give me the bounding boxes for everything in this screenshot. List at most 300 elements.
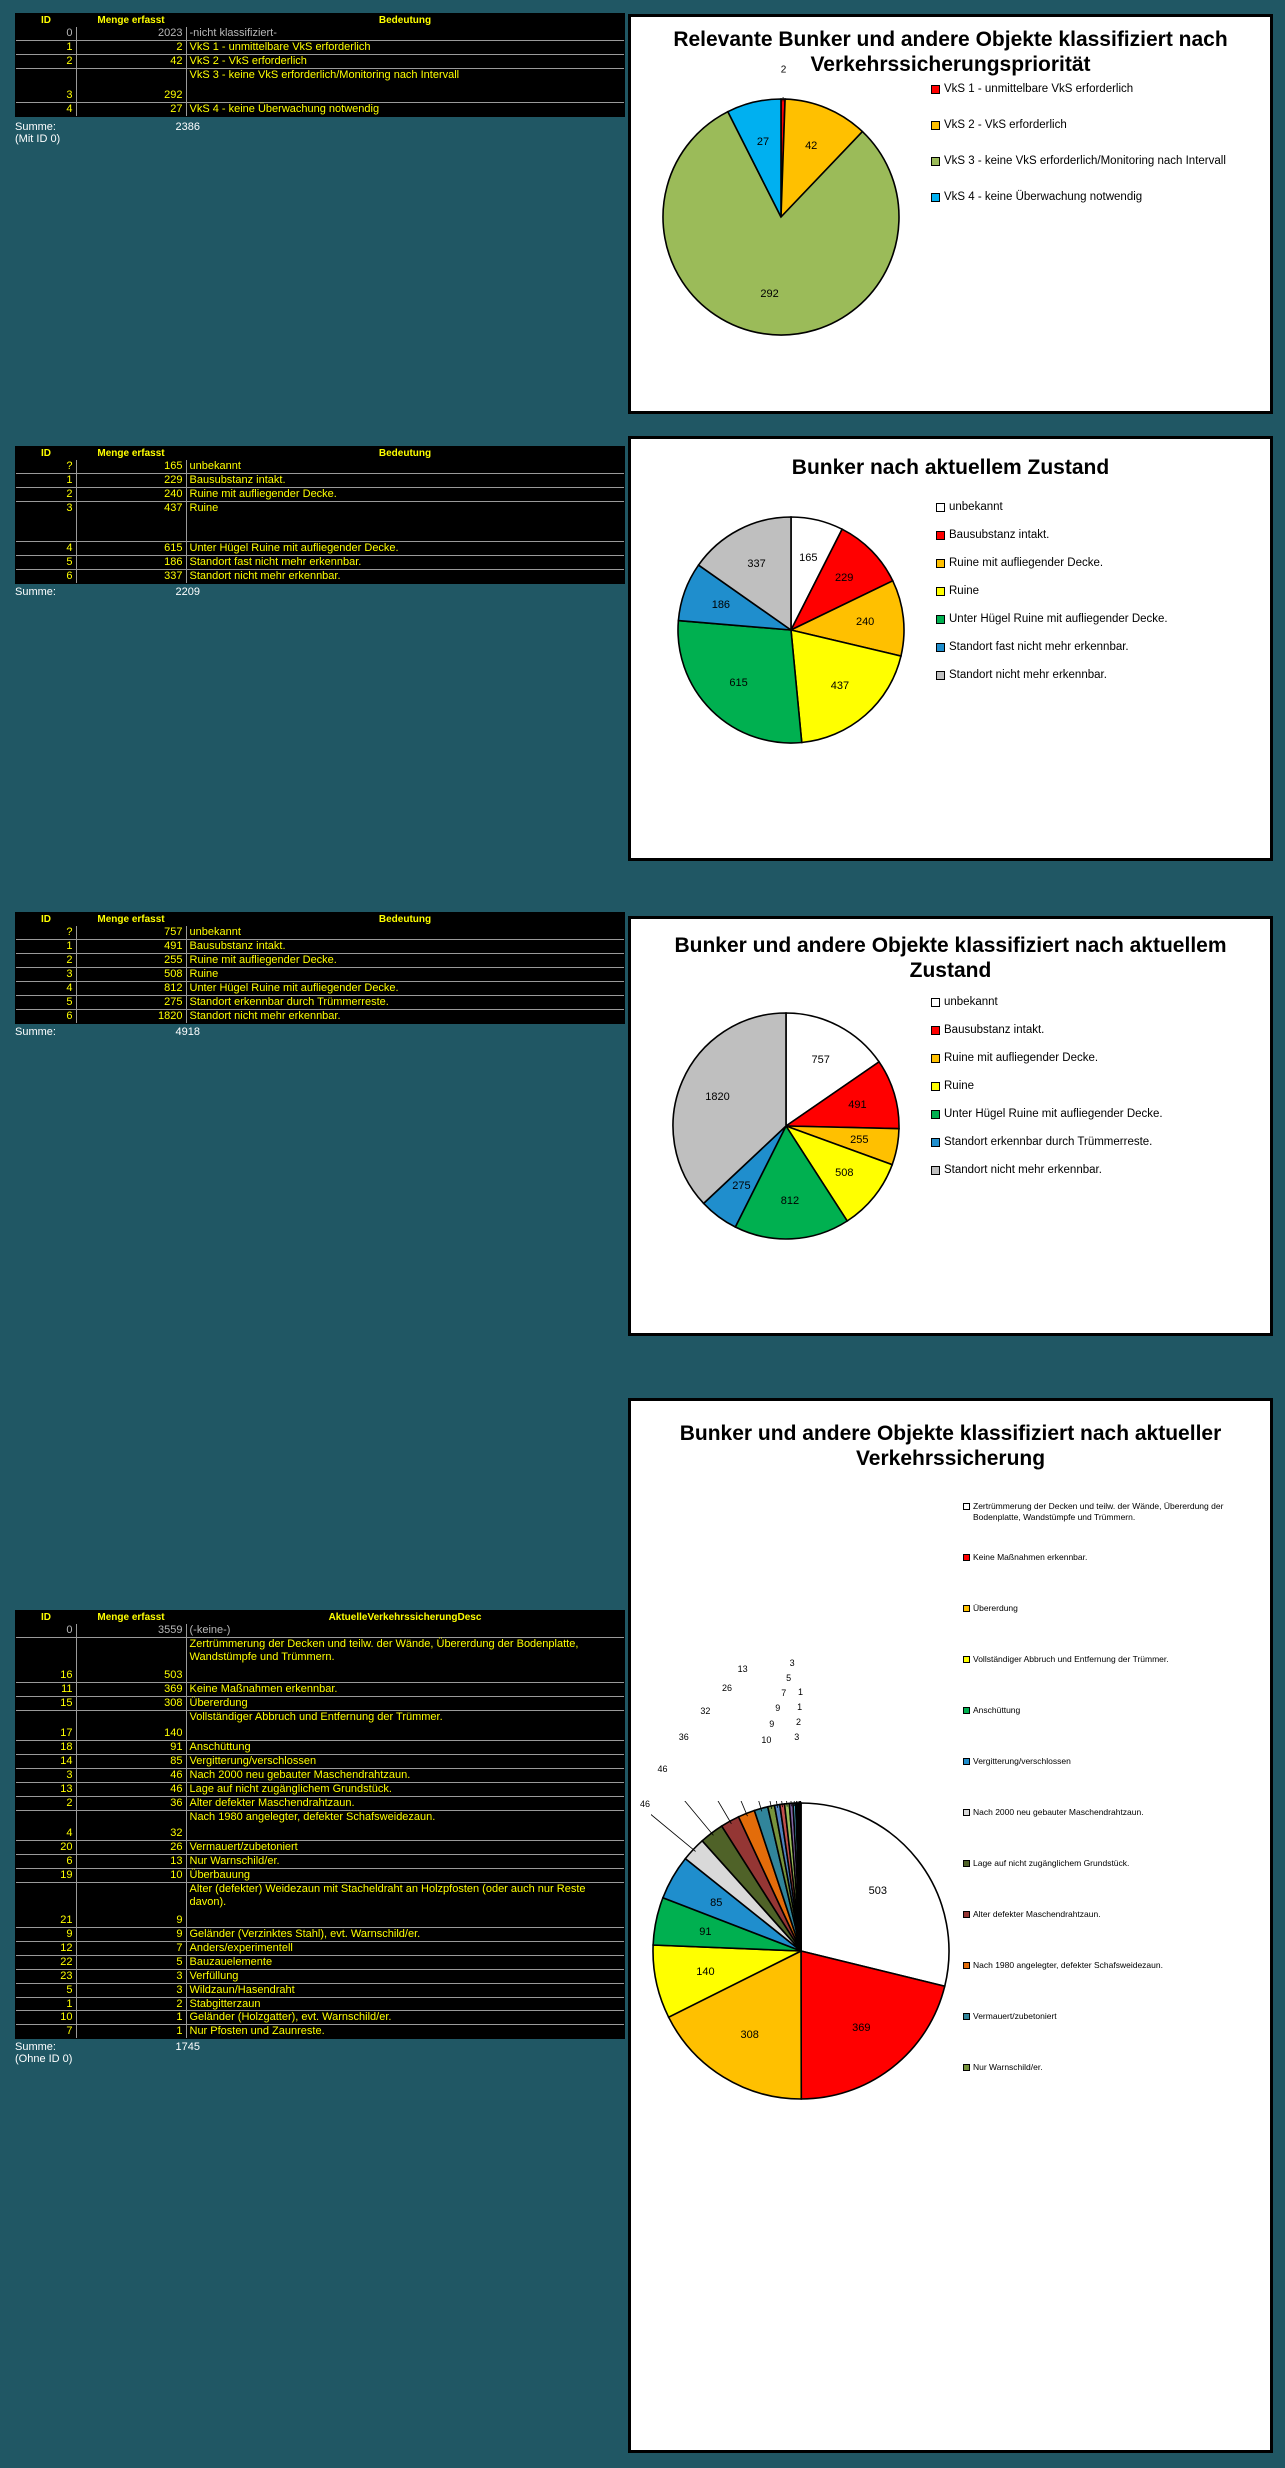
- legend-item[interactable]: [963, 1756, 1263, 1805]
- pie-slice-label: 186: [711, 598, 731, 611]
- pie-slice-label: 491: [848, 1099, 867, 1112]
- legend-item[interactable]: [931, 190, 1261, 224]
- cell-desc: (-keine-): [186, 1624, 624, 1637]
- legend-swatch-icon: [936, 559, 945, 568]
- leader-line: [705, 1801, 747, 1816]
- legend-label: Nach 1980 angelegter, defekter Schafsweidezaun.: [973, 1960, 1163, 1971]
- cell-desc: Geländer (Holzgatter), evt. Warnschild/er.: [186, 2011, 624, 2025]
- cell-id: 21: [16, 1882, 76, 1927]
- cell-id: 6: [16, 1009, 76, 1022]
- cell-qty: 615: [76, 541, 186, 555]
- chart-legend-3: [931, 995, 1256, 1191]
- legend-swatch-icon: [963, 1911, 970, 1918]
- table-summary-3: [15, 1026, 625, 1038]
- cell-desc: Überbauung: [186, 1868, 624, 1882]
- summary-label: Summe:: [15, 120, 56, 133]
- cell-desc: Zertrümmerung der Decken und teilw. der Wände, Übererdung der Bodenplatte, Wandstümpfe und Trümmern.: [186, 1637, 624, 1682]
- pie-slice: [800, 1803, 801, 1951]
- cell-qty: 337: [76, 569, 186, 582]
- legend-swatch-icon: [936, 531, 945, 540]
- legend-swatch-icon: [931, 1166, 940, 1175]
- legend-swatch-icon: [963, 1809, 970, 1816]
- cell-desc: -nicht klassifiziert-: [186, 27, 624, 40]
- cell-id: 1: [16, 1997, 76, 2011]
- table-row: [16, 40, 624, 54]
- legend-swatch-icon: [963, 1554, 970, 1561]
- pie-slice-label: 308: [740, 2028, 759, 2041]
- cell-qty: 140: [76, 1710, 186, 1740]
- chart-panel-aktuelle-vks: [628, 1398, 1273, 2453]
- col-header-id: ID: [16, 14, 76, 27]
- table-row: [16, 54, 624, 68]
- legend-label: unbekannt: [944, 996, 998, 1009]
- table-row: [16, 953, 624, 967]
- summary-label: Summe:: [15, 1025, 56, 1038]
- cell-desc: Übererdung: [186, 1696, 624, 1710]
- cell-id: 3: [16, 68, 76, 102]
- cell-qty: 240: [76, 487, 186, 501]
- table-summary-note-4: (Ohne ID 0): [15, 2053, 73, 2066]
- summary-value: 2209: [175, 585, 200, 598]
- cell-id: 2: [16, 953, 76, 967]
- legend-label: Ruine mit aufliegender Decke.: [944, 1052, 1099, 1065]
- legend-swatch-icon: [963, 1962, 970, 1969]
- legend-label: Übererdung: [973, 1603, 1018, 1614]
- legend-swatch-icon: [936, 503, 945, 512]
- table-row: [16, 1997, 624, 2011]
- cell-desc: Standort nicht mehr erkennbar.: [186, 569, 624, 582]
- col-header-desc: Bedeutung: [186, 14, 624, 27]
- table-row: [16, 2025, 624, 2038]
- cell-desc: Lage auf nicht zugänglichem Grundstück.: [186, 1782, 624, 1796]
- table-row: [16, 473, 624, 487]
- legend-item[interactable]: [936, 556, 1256, 582]
- cell-qty: 3: [76, 1969, 186, 1983]
- table-row: [16, 1854, 624, 1868]
- legend-label: Nur Warnschild/er.: [973, 2062, 1043, 2073]
- pie-slice-label: 229: [835, 571, 854, 584]
- legend-label: Standort nicht mehr erkennbar.: [949, 669, 1107, 682]
- cell-desc: Ruine mit aufliegender Decke.: [186, 487, 624, 501]
- summary-value: 1745: [175, 2041, 200, 2054]
- cell-desc: Keine Maßnahmen erkennbar.: [186, 1682, 624, 1696]
- legend-label: Ruine: [944, 1080, 975, 1093]
- cell-desc: Ruine mit aufliegender Decke.: [186, 953, 624, 967]
- legend-item[interactable]: [963, 2011, 1263, 2060]
- table-row: [16, 1696, 624, 1710]
- cell-id: 19: [16, 1868, 76, 1882]
- cell-id: 12: [16, 1941, 76, 1955]
- legend-label: VkS 2 - VkS erforderlich: [944, 119, 1067, 132]
- chart-legend-1: [931, 82, 1261, 226]
- cell-desc: Alter defekter Maschendrahtzaun.: [186, 1796, 624, 1810]
- cell-qty: 3: [76, 1983, 186, 1997]
- legend-swatch-icon: [936, 615, 945, 624]
- cell-id: 5: [16, 555, 76, 569]
- cell-id: 0: [16, 1624, 76, 1637]
- chart-legend-4: [963, 1501, 1263, 2113]
- legend-label: Bausubstanz intakt.: [944, 1024, 1045, 1037]
- legend-item[interactable]: [963, 1909, 1263, 1958]
- cell-qty: 91: [76, 1740, 186, 1754]
- pie-slice-label: 9: [769, 1718, 775, 1729]
- table-container-2: [15, 446, 625, 584]
- legend-item[interactable]: [931, 154, 1261, 188]
- legend-label: Ruine mit aufliegender Decke.: [949, 557, 1104, 570]
- pie-slice-label: 812: [780, 1194, 800, 1207]
- pie-slice-label: 140: [696, 1965, 715, 1978]
- table-header-row: [16, 14, 624, 27]
- legend-swatch-icon: [936, 587, 945, 596]
- cell-qty: 85: [76, 1754, 186, 1768]
- legend-label: Unter Hügel Ruine mit aufliegender Decke.: [944, 1108, 1163, 1121]
- chart-body: [631, 64, 1270, 377]
- cell-qty: 9: [76, 1882, 186, 1927]
- table-row: [16, 1927, 624, 1941]
- chart-title: Bunker nach aktuellem Zustand: [791, 456, 1110, 479]
- cell-qty: 275: [76, 995, 186, 1009]
- legend-item[interactable]: [963, 2062, 1263, 2111]
- table-row: [16, 981, 624, 995]
- chart-body: [631, 1471, 1270, 2431]
- chart-legend-2: [936, 500, 1256, 696]
- col-header-id: ID: [16, 913, 76, 926]
- table-objekte-zustand: [16, 913, 624, 1023]
- cell-desc: Nach 2000 neu gebauter Maschendrahtzaun.: [186, 1768, 624, 1782]
- pie-chart-3: [671, 1011, 901, 1241]
- cell-qty: 186: [76, 555, 186, 569]
- legend-item[interactable]: [963, 1960, 1263, 2009]
- cell-desc: Anschüttung: [186, 1740, 624, 1754]
- cell-desc: Geländer (Verzinktes Stahl), evt. Warnschild/er.: [186, 1927, 624, 1941]
- table-summary-4: [15, 2041, 625, 2053]
- legend-label: unbekannt: [949, 501, 1003, 514]
- pie-slice-label: 7: [781, 1687, 787, 1698]
- legend-item[interactable]: [963, 1501, 1263, 1550]
- cell-qty: 27: [76, 102, 186, 115]
- cell-desc: Wildzaun/Hasendraht: [186, 1983, 624, 1997]
- pie-slice-label: 46: [657, 1763, 668, 1774]
- pie-slice-label: 42: [805, 139, 818, 152]
- chart-panel-objekte-zustand: [628, 916, 1273, 1336]
- cell-qty: 13: [76, 1854, 186, 1868]
- table-row: [16, 460, 624, 473]
- chart-title: Bunker und andere Objekte klassifiziert nach aktueller Verkehrssicherung: [679, 1422, 1222, 1471]
- legend-label: Unter Hügel Ruine mit aufliegender Decke.: [949, 613, 1168, 626]
- table-row: [16, 569, 624, 582]
- pie-slice-label: 165: [799, 551, 818, 564]
- table-header-row: [16, 447, 624, 460]
- table-container-4: [15, 1610, 625, 2039]
- legend-label: Anschüttung: [973, 1705, 1021, 1716]
- cell-qty: 229: [76, 473, 186, 487]
- summary-value: 2386: [175, 120, 200, 133]
- legend-item[interactable]: [963, 1654, 1263, 1703]
- legend-label: Keine Maßnahmen erkennbar.: [973, 1552, 1088, 1563]
- legend-label: Alter defekter Maschendrahtzaun.: [973, 1909, 1101, 1920]
- cell-qty: 26: [76, 1840, 186, 1854]
- col-header-qty: Menge erfasst: [76, 913, 186, 926]
- cell-id: 1: [16, 939, 76, 953]
- legend-swatch-icon: [931, 998, 940, 1007]
- cell-id: 11: [16, 1682, 76, 1696]
- legend-label: Lage auf nicht zugänglichem Grundstück.: [973, 1858, 1130, 1869]
- cell-qty: 503: [76, 1637, 186, 1682]
- cell-qty: 255: [76, 953, 186, 967]
- table-row: [16, 1782, 624, 1796]
- summary-label: Summe:: [15, 2041, 56, 2054]
- cell-id: 14: [16, 1754, 76, 1768]
- cell-id: ?: [16, 460, 76, 473]
- table-bunker-zustand: [16, 447, 624, 583]
- table-row: [16, 1810, 624, 1840]
- cell-id: 16: [16, 1637, 76, 1682]
- legend-item[interactable]: [936, 528, 1256, 554]
- table-aktuelle-vks: [16, 1611, 624, 2038]
- cell-qty: 308: [76, 1696, 186, 1710]
- cell-qty: 10: [76, 1868, 186, 1882]
- legend-item[interactable]: [963, 1705, 1263, 1754]
- legend-label: Vollständiger Abbruch und Entfernung der Trümmer.: [973, 1654, 1169, 1665]
- cell-id: 5: [16, 995, 76, 1009]
- cell-desc: Nach 1980 angelegter, defekter Schafsweidezaun.: [186, 1810, 624, 1840]
- legend-swatch-icon: [931, 121, 940, 130]
- pie-slice-label: 85: [710, 1896, 723, 1909]
- pie-slice-label: 255: [850, 1134, 869, 1147]
- cell-desc: Anders/experimentell: [186, 1941, 624, 1955]
- pie-slice-label: 46: [640, 1798, 651, 1809]
- cell-desc: VkS 2 - VkS erforderlich: [186, 54, 624, 68]
- table-row: [16, 487, 624, 501]
- col-header-qty: Menge erfasst: [76, 447, 186, 460]
- cell-id: 1: [16, 473, 76, 487]
- pie-slice-label: 32: [700, 1705, 711, 1716]
- table-row: [16, 1624, 624, 1637]
- table-container-3: [15, 912, 625, 1024]
- cell-id: 5: [16, 1983, 76, 1997]
- pie-slice-label: 508: [835, 1166, 854, 1179]
- legend-item[interactable]: [931, 1135, 1256, 1161]
- legend-label: Standort fast nicht mehr erkennbar.: [949, 641, 1129, 654]
- legend-swatch-icon: [931, 1138, 940, 1147]
- legend-item[interactable]: [963, 1807, 1263, 1856]
- chart-panel-bunker-zustand: [628, 436, 1273, 861]
- pie-slice-label: 2: [796, 1717, 802, 1727]
- col-header-desc: Bedeutung: [186, 447, 624, 460]
- legend-label: Nach 2000 neu gebauter Maschendrahtzaun.: [973, 1807, 1144, 1818]
- col-header-id: ID: [16, 1611, 76, 1624]
- pie-slice-label: 3: [794, 1731, 800, 1742]
- table-row: [16, 555, 624, 569]
- table-row: [16, 2011, 624, 2025]
- cell-qty: 2023: [76, 27, 186, 40]
- table-row: [16, 102, 624, 115]
- table-row: [16, 1740, 624, 1754]
- legend-item[interactable]: [963, 1603, 1263, 1652]
- pie-slice-label: 503: [868, 1885, 888, 1898]
- pie-chart-2: [676, 515, 906, 745]
- table-row: [16, 1768, 624, 1782]
- cell-qty: 2: [76, 1997, 186, 2011]
- cell-id: 18: [16, 1740, 76, 1754]
- cell-desc: unbekannt: [186, 926, 624, 939]
- cell-desc: Standort fast nicht mehr erkennbar.: [186, 555, 624, 569]
- summary-value: 4918: [175, 1025, 200, 1038]
- cell-desc: VkS 1 - unmittelbare VkS erforderlich: [186, 40, 624, 54]
- legend-label: Standort erkennbar durch Trümmerreste.: [944, 1136, 1153, 1149]
- cell-id: 3: [16, 1768, 76, 1782]
- cell-id: 4: [16, 981, 76, 995]
- table-row: [16, 1955, 624, 1969]
- cell-qty: 5: [76, 1955, 186, 1969]
- pie-chart-4: [640, 1657, 951, 2101]
- cell-desc: unbekannt: [186, 460, 624, 473]
- table-row: [16, 939, 624, 953]
- legend-swatch-icon: [931, 1026, 940, 1035]
- cell-desc: VkS 4 - keine Überwachung notwendig: [186, 102, 624, 115]
- legend-swatch-icon: [963, 2013, 970, 2020]
- table-row: [16, 926, 624, 939]
- legend-label: Zertrümmerung der Decken und teilw. der Wände, Übererdung der Bodenplatte, Wandstümpfe und Trümmern.: [973, 1501, 1224, 1522]
- legend-item[interactable]: [936, 612, 1256, 638]
- cell-id: 23: [16, 1969, 76, 1983]
- col-header-desc: AktuelleVerkehrssicherungDesc: [186, 1611, 624, 1624]
- cell-desc: Alter (defekter) Weidezaun mit Stacheldraht an Holzpfosten (oder auch nur Reste davon).: [186, 1882, 624, 1927]
- legend-item[interactable]: [931, 1051, 1256, 1077]
- legend-item[interactable]: [936, 668, 1256, 694]
- cell-desc: Ruine: [186, 967, 624, 981]
- legend-swatch-icon: [931, 157, 940, 166]
- legend-swatch-icon: [931, 1082, 940, 1091]
- legend-swatch-icon: [963, 1656, 970, 1663]
- legend-item[interactable]: [931, 1107, 1256, 1133]
- cell-qty: 491: [76, 939, 186, 953]
- cell-desc: VkS 3 - keine VkS erforderlich/Monitoring nach Intervall: [186, 68, 624, 102]
- cell-id: 3: [16, 501, 76, 541]
- cell-id: 7: [16, 2025, 76, 2038]
- legend-item[interactable]: [931, 1163, 1256, 1189]
- table-row: [16, 1796, 624, 1810]
- table-row: [16, 1754, 624, 1768]
- legend-swatch-icon: [936, 643, 945, 652]
- pie-slice-label: 275: [732, 1180, 751, 1193]
- pie-slice-label: 292: [760, 288, 779, 301]
- table-row: [16, 1969, 624, 1983]
- cell-id: 6: [16, 1854, 76, 1868]
- legend-label: Vergitterung/verschlossen: [973, 1756, 1071, 1767]
- legend-swatch-icon: [963, 1503, 970, 1510]
- pie-slice-label: 27: [756, 135, 770, 148]
- legend-swatch-icon: [963, 1860, 970, 1867]
- table-vks-priority: [16, 14, 624, 116]
- chart-body: [631, 983, 1270, 1313]
- legend-label: Bausubstanz intakt.: [949, 529, 1050, 542]
- legend-item[interactable]: [931, 995, 1256, 1021]
- cell-desc: Bausubstanz intakt.: [186, 939, 624, 953]
- legend-item[interactable]: [936, 500, 1256, 526]
- legend-item[interactable]: [931, 118, 1261, 152]
- legend-swatch-icon: [931, 193, 940, 202]
- chart-title: Relevante Bunker und andere Objekte klassifiziert nach Verkehrssicherungspriorität: [673, 28, 1228, 77]
- legend-label: Ruine: [949, 585, 980, 598]
- cell-desc: Verfüllung: [186, 1969, 624, 1983]
- pie-svg: [661, 97, 901, 337]
- cell-desc: Vergitterung/verschlossen: [186, 1754, 624, 1768]
- cell-id: 2: [16, 487, 76, 501]
- legend-item[interactable]: [931, 1023, 1256, 1049]
- pie-slice-label: 10: [761, 1734, 772, 1745]
- cell-qty: 2: [76, 40, 186, 54]
- table-summary-note-1: (Mit ID 0): [15, 132, 61, 145]
- cell-qty: 369: [76, 1682, 186, 1696]
- cell-id: 10: [16, 2011, 76, 2025]
- pie-slice-label: 26: [721, 1682, 733, 1693]
- cell-desc: Vollständiger Abbruch und Entfernung der Trümmer.: [186, 1710, 624, 1740]
- cell-qty: 165: [76, 460, 186, 473]
- cell-id: 13: [16, 1782, 76, 1796]
- table-row: [16, 68, 624, 102]
- table-row: [16, 967, 624, 981]
- cell-desc: Ruine: [186, 501, 624, 541]
- legend-item[interactable]: [931, 1079, 1256, 1105]
- cell-id: 4: [16, 102, 76, 115]
- cell-qty: 36: [76, 1796, 186, 1810]
- legend-swatch-icon: [931, 85, 940, 94]
- pie-svg: [676, 515, 906, 745]
- table-container-1: [15, 13, 625, 117]
- col-header-id: ID: [16, 447, 76, 460]
- legend-item[interactable]: [963, 1552, 1263, 1601]
- legend-swatch-icon: [963, 1707, 970, 1714]
- table-row: [16, 1009, 624, 1022]
- table-row: [16, 1682, 624, 1696]
- cell-desc: Vermauert/zubetoniert: [186, 1840, 624, 1854]
- pie-slice-label: 1: [798, 1687, 804, 1698]
- table-row: [16, 1868, 624, 1882]
- legend-item[interactable]: [936, 584, 1256, 610]
- pie-slice-label: 91: [699, 1925, 712, 1938]
- summary-label: Summe:: [15, 585, 56, 598]
- chart-panel-vks-priority: [628, 14, 1273, 414]
- cell-id: 15: [16, 1696, 76, 1710]
- col-header-qty: Menge erfasst: [76, 14, 186, 27]
- pie-slice-label: 5: [786, 1672, 792, 1683]
- cell-qty: 508: [76, 967, 186, 981]
- cell-id: 22: [16, 1955, 76, 1969]
- cell-qty: 46: [76, 1768, 186, 1782]
- legend-swatch-icon: [931, 1054, 940, 1063]
- cell-id: 17: [16, 1710, 76, 1740]
- table-header-row: [16, 1611, 624, 1624]
- table-row: [16, 1840, 624, 1854]
- cell-id: 4: [16, 541, 76, 555]
- cell-qty: 46: [76, 1782, 186, 1796]
- table-block-bunker-zustand: [15, 446, 625, 598]
- cell-id: 0: [16, 27, 76, 40]
- legend-swatch-icon: [963, 1605, 970, 1612]
- table-row: [16, 27, 624, 40]
- pie-svg: [651, 1801, 951, 2101]
- legend-item[interactable]: [931, 82, 1261, 116]
- legend-item[interactable]: [936, 640, 1256, 666]
- legend-label: Vermauert/zubetoniert: [973, 2011, 1057, 2022]
- legend-item[interactable]: [963, 1858, 1263, 1907]
- pie-slice-label: 615: [729, 677, 748, 690]
- pie-slice-label: 437: [830, 680, 850, 693]
- table-row: [16, 1882, 624, 1927]
- leader-line: [684, 1801, 732, 1824]
- cell-desc: Standort erkennbar durch Trümmerreste.: [186, 995, 624, 1009]
